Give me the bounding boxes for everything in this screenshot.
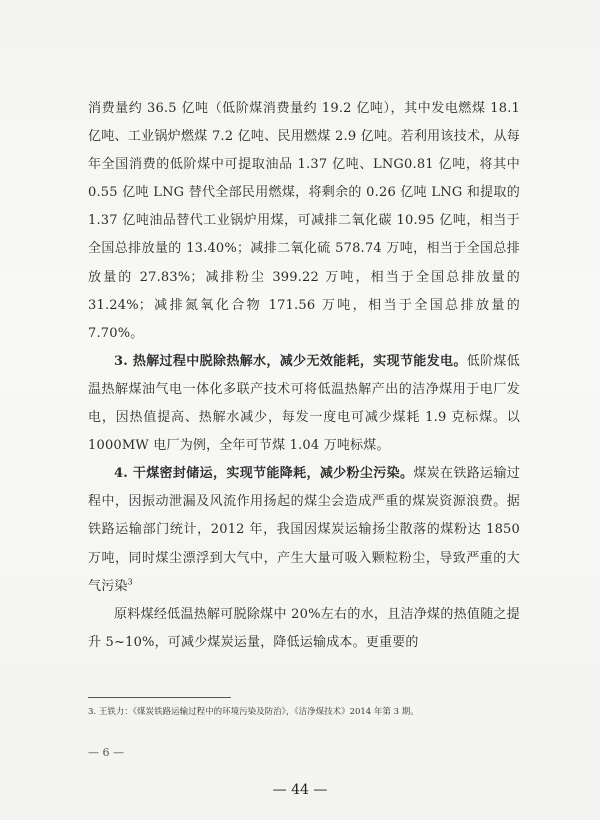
point-3-text: 低阶煤低温热解煤油气电一体化多联产技术可将低温热解产出的洁净煤用于电厂发电，因热值提高、热解水减少，每发一度电可减少煤耗 1.9 克标煤。以 1000MW 电厂为例，全年可节煤 1.04 万吨标煤。 — [88, 353, 520, 454]
point-4-text: 煤炭在铁路运输过程中，因振动泄漏及风流作用扬起的煤尘会造成严重的煤炭资源浪费。据铁路运输部门统计，2012 年，我国因煤炭运输扬尘散落的煤粉达 1850 万吨，同时煤尘漂浮到大气中，产生大量可吸入颗粒粉尘，导致严重的大气污染 — [88, 466, 520, 594]
footnote: 3. 王铁力：《煤炭铁路运输过程中的环境污染及防治》，《洁净煤技术》2014 年第 3 期。 — [88, 707, 419, 717]
paragraph-emissions: 消费量约 36.5 亿吨（低阶煤消费量约 19.2 亿吨），其中发电燃煤 18.1 亿吨、工业锅炉燃煤 7.2 亿吨、民用燃煤 2.9 亿吨。若利用该技术，从每年全国消费的低阶煤中可提取油品 1.37 亿吨、LNG0.81 亿吨，将其中 0.55 亿吨 LNG 替代全部民用燃煤，将剩余的 0.26 亿吨 LNG 和提取的 1.37 亿吨油品替代工业锅炉用煤，可减排二氧化碳 10.95 亿吨，相当于全国总排放量的 13.40%；减排二氧化硫 578.74 万吨，相当于全国总排放量的 27.83%；减排粉尘 399.22 万吨，相当于全国总排放量的 31.24%；减排氮氧化合物 171.56 万吨，相当于全国总排放量的 7.70%。 — [88, 101, 520, 341]
body-text — [88, 95, 520, 657]
point-3-heading: 3. 热解过程中脱除热解水，减少无效能耗，实现节能发电。 — [114, 353, 467, 369]
inner-page-number: — 6 — — [88, 746, 124, 759]
point-4-heading: 4. 干煤密封储运，实现节能降耗，减少粉尘污染。 — [114, 466, 414, 482]
paragraph-raw-coal: 原料煤经低温热解可脱除煤中 20%左右的水，且洁净煤的热值随之提升 5~10%，可减少煤炭运量，降低运输成本。更重要的 — [88, 606, 520, 650]
paragraph-point-3 — [88, 348, 520, 460]
outer-page-number: — 44 — — [272, 782, 328, 798]
footnote-divider — [88, 697, 231, 698]
footnote-reference: 3 — [127, 577, 133, 587]
paragraph-point-4 — [88, 460, 520, 600]
